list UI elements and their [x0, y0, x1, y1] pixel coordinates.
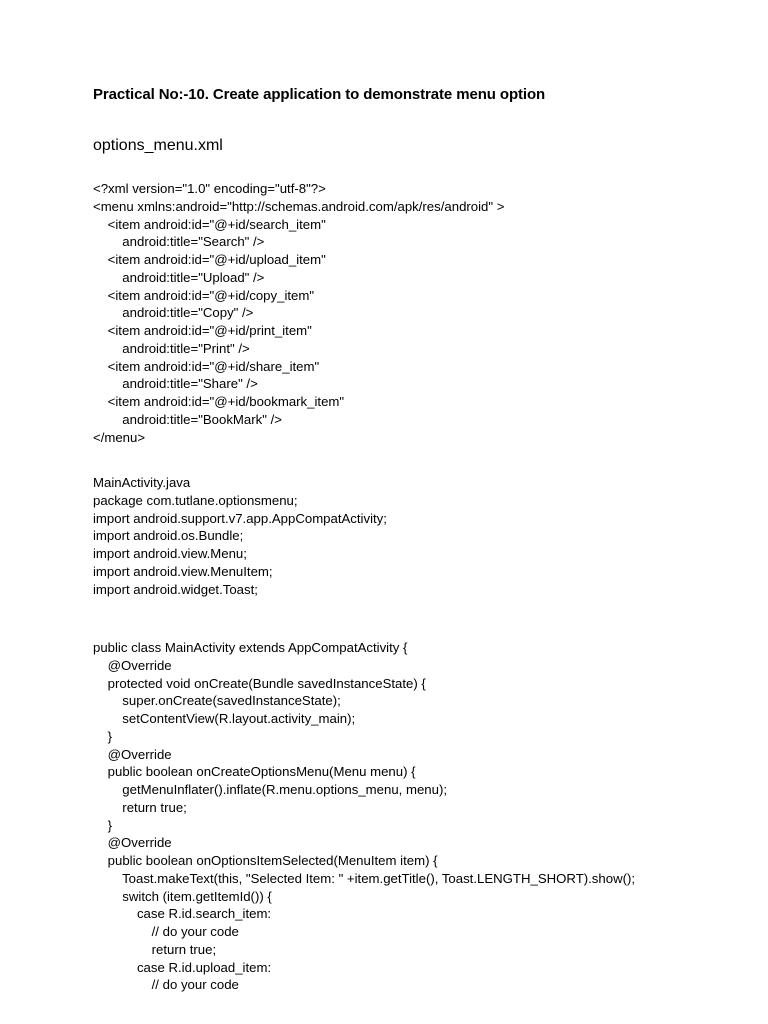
xml-code-line: <item android:id="@+id/copy_item" — [93, 287, 315, 303]
page-title: Practical No:-10. Create application to demonstrate menu option — [93, 86, 546, 103]
xml-code-line: <item android:id="@+id/share_item" — [93, 358, 320, 374]
java-header-line: import android.view.MenuItem; — [93, 563, 273, 579]
xml-code-line: <item android:id="@+id/upload_item" — [93, 252, 326, 267]
java-code-line: // do your code — [93, 924, 239, 939]
java-code-line: @Override — [93, 657, 172, 673]
java-code-line: // do your code — [93, 977, 239, 993]
xml-code-line: <item android:id="@+id/search_item" — [93, 216, 326, 232]
xml-code-line: </menu> — [93, 429, 146, 445]
java-code-line: protected void onCreate(Bundle savedInstanceState) { — [93, 675, 426, 691]
java-code-line: setContentView(R.layout.activity_main); — [93, 711, 356, 726]
java-code-line: public class MainActivity extends AppCompatActivity { — [93, 640, 408, 655]
java-header-line: import android.view.Menu; — [93, 546, 247, 561]
xml-code-line: android:title="Share" /> — [93, 376, 258, 392]
xml-code-line: android:title="Upload" /> — [93, 269, 265, 285]
xml-code-line: android:title="BookMark" /> — [93, 411, 282, 427]
java-header-line: import android.support.v7.app.AppCompatActivity; — [93, 510, 387, 526]
java-code-line: super.onCreate(savedInstanceState); — [93, 693, 341, 709]
java-code-line: switch (item.getItemId()) { — [93, 888, 272, 904]
java-header-line: package com.tutlane.optionsmenu; — [93, 492, 298, 508]
java-code-line: @Override — [93, 835, 172, 851]
java-code-line: public boolean onCreateOptionsMenu(Menu menu) { — [93, 764, 416, 780]
xml-code-line: android:title="Search" /> — [93, 234, 265, 250]
xml-code-line: <menu xmlns:android="http://schemas.android.com/apk/res/android" > — [93, 198, 505, 214]
java-code-line: } — [93, 728, 113, 744]
java-code-line: case R.id.upload_item: — [93, 959, 272, 975]
java-code-line: @Override — [93, 746, 172, 762]
java-header-line: import android.os.Bundle; — [93, 528, 244, 544]
xml-code-line: <item android:id="@+id/print_item" — [93, 323, 312, 338]
xml-filename-heading: options_menu.xml — [93, 137, 223, 154]
java-code-line: public boolean onOptionsItemSelected(MenuItem item) { — [93, 853, 438, 868]
xml-code-line: <?xml version="1.0" encoding="utf-8"?> — [93, 181, 326, 196]
java-class-block — [93, 639, 635, 994]
xml-code-line: <item android:id="@+id/bookmark_item" — [93, 394, 345, 409]
xml-code-line: android:title="Print" /> — [93, 340, 250, 356]
java-code-line: } — [93, 817, 113, 833]
xml-code-block — [93, 180, 504, 446]
java-code-line: return true; — [93, 799, 187, 815]
java-code-line: Toast.makeText(this, "Selected Item: " +item.getTitle(), Toast.LENGTH_SHORT).show(); — [93, 870, 636, 886]
java-code-line: return true; — [93, 941, 217, 957]
java-header-line: MainActivity.java — [93, 475, 191, 490]
xml-code-line: android:title="Copy" /> — [93, 305, 254, 321]
java-code-line: case R.id.search_item: — [93, 906, 272, 922]
java-code-line: getMenuInflater().inflate(R.menu.options_menu, menu); — [93, 782, 448, 797]
java-header-line: import android.widget.Toast; — [93, 581, 258, 597]
java-header-block — [93, 474, 387, 598]
